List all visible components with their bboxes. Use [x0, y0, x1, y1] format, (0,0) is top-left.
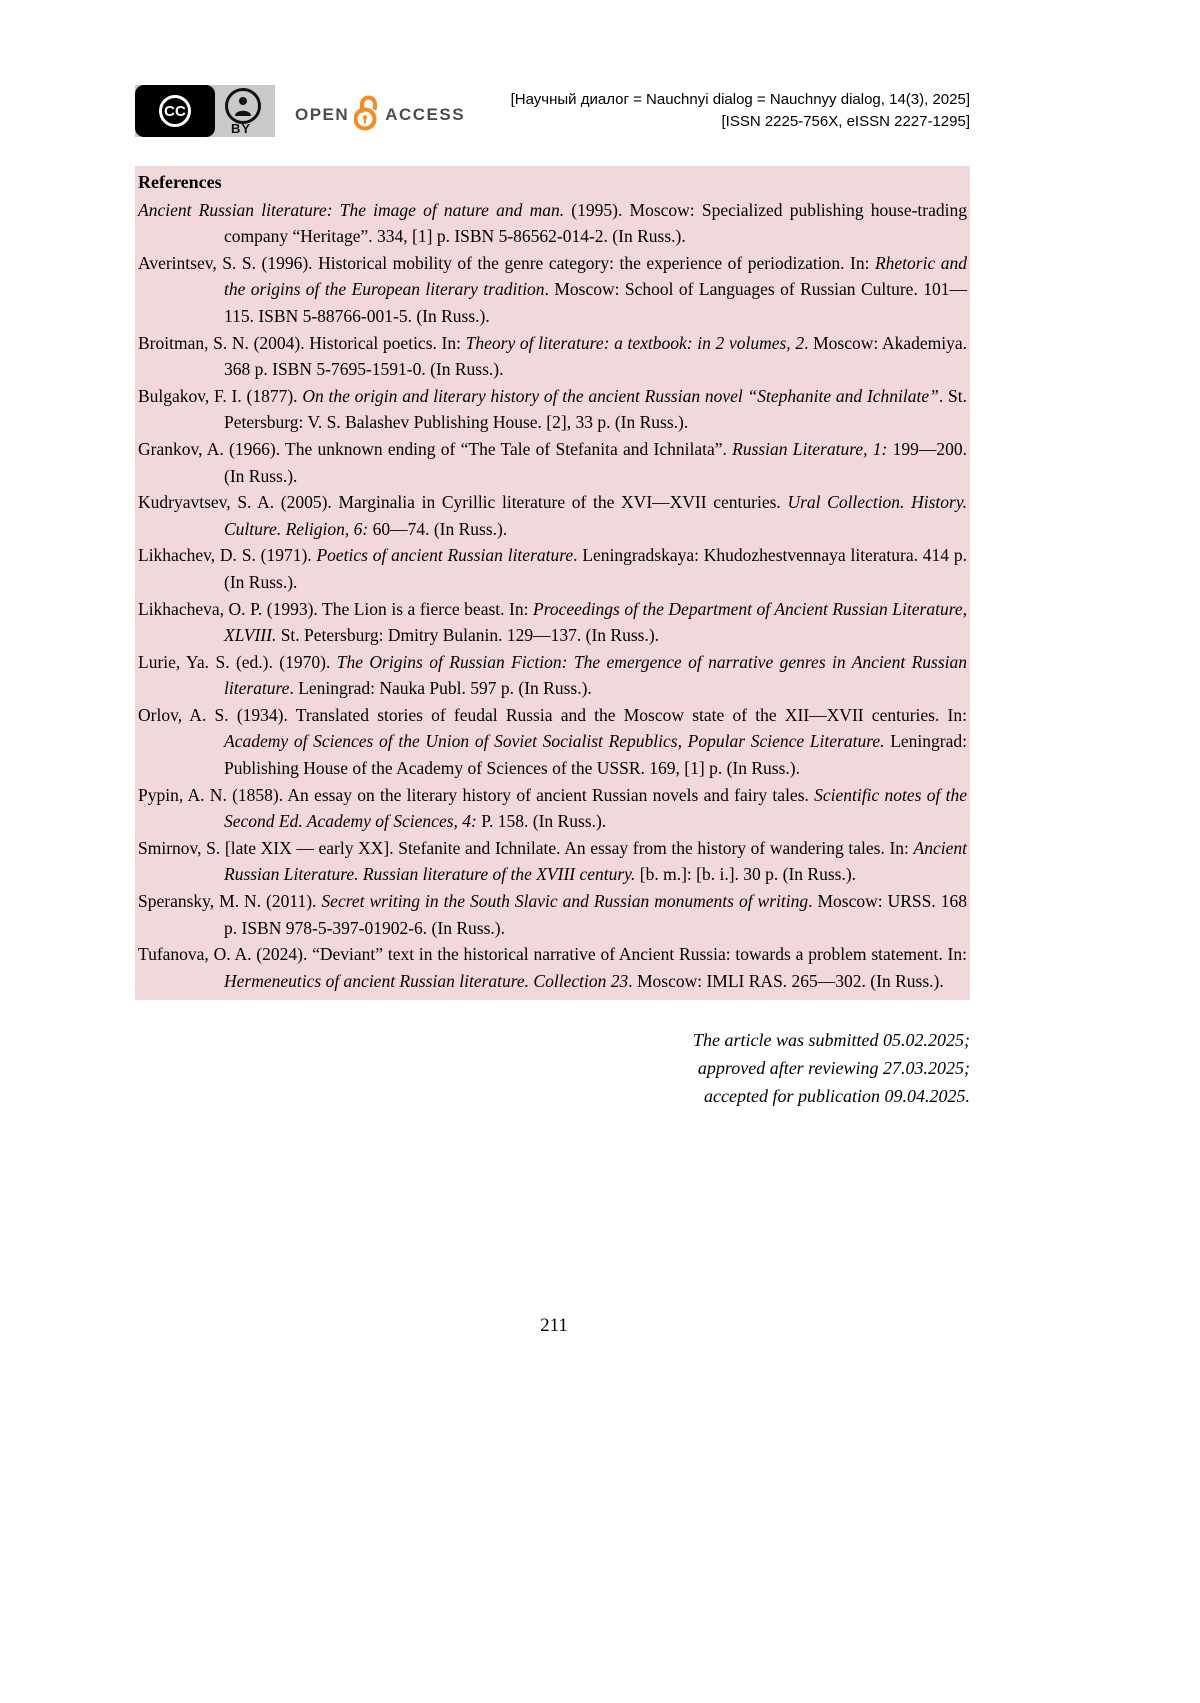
submission-note-line: The article was submitted 05.02.2025;: [693, 1030, 970, 1051]
header-logos: [135, 85, 465, 137]
reference-entry: Averintsev, S. S. (1996). Historical mobility of the genre category: the experience of periodization. In: Rhetoric and the origins of the European literary tradition. Moscow: School of Languages of Russian Culture. 101—115. ISBN 5-88766-001-5. (In Russ.).: [138, 252, 968, 326]
reference-entry: Ancient Russian literature: The image of nature and man. (1995). Moscow: Specialized publishing house-trading company “Heritage”. 334, [1] p. ISBN 5-86562-014-2. (In Russ.).: [138, 199, 967, 247]
references-block: [135, 166, 970, 1000]
reference-entry: Pypin, A. N. (1858). An essay on the literary history of ancient Russian novels and fairy tales. Scientific notes of the Second Ed. Academy of Sciences, 4: P. 158. (In Russ.).: [138, 784, 967, 832]
reference-entry: Likhacheva, O. P. (1993). The Lion is a fierce beast. In: Proceedings of the Department of Ancient Russian Literature, XLVIII. St. Petersburg: Dmitry Bulanin. 129—137. (In Russ.).: [138, 598, 968, 646]
reference-entry: Kudryavtsev, S. A. (2005). Marginalia in Cyrillic literature of the XVI—XVII centuries. Ural Collection. History. Culture. Religion, 6: 60—74. (In Russ.).: [138, 492, 967, 539]
page-number: 211: [540, 1315, 568, 1337]
reference-entry: Grankov, A. (1966). The unknown ending of “The Tale of Stefanita and Ichnilata”. Russian Literature, 1: 199—200. (In Russ.).: [138, 438, 967, 486]
reference-entry: Broitman, S. N. (2004). Historical poetics. In: Theory of literature: a textbook: in 2 volumes, 2. Moscow: Akademiya. 368 p. ISBN 5-7695-1591-0. (In Russ.).: [138, 332, 967, 380]
page-header: [0, 0, 1200, 137]
cc-by-license-badge: [135, 85, 275, 137]
submission-note-line: accepted for publication 09.04.2025.: [704, 1086, 970, 1107]
submission-note-line: approved after reviewing 27.03.2025;: [697, 1058, 970, 1079]
journal-title-line: [Научный диалог = Nauchnyi dialog = Nauchnyy dialog, 14(3), 2025]: [510, 91, 970, 108]
reference-entry: Bulgakov, F. I. (1877). On the origin and literary history of the ancient Russian novel “Stephanite and Ichnilate”. St. Petersburg: V. S. Balashev Publishing House. [2], 33 p. (In Russ.).: [138, 385, 967, 433]
reference-list: [138, 197, 967, 995]
reference-entry: Tufanova, O. A. (2024). “Deviant” text in the historical narrative of Ancient Russia: towards a problem statement. In: Hermeneutics of ancient Russian literature. Collection 23. Moscow: IMLI RAS. 265—302. (In Russ.).: [138, 944, 967, 991]
open-lock-icon: [354, 95, 380, 136]
references-heading: References: [138, 172, 222, 192]
reference-entry: Likhachev, D. S. (1971). Poetics of ancient Russian literature. Leningradskaya: Khudozhestvennaya literatura. 414 p. (In Russ.).: [138, 545, 967, 592]
reference-entry: Lurie, Ya. S. (ed.). (1970). The Origins of Russian Fiction: The emergence of narrative genres in Ancient Russian literature. Leningrad: Nauka Publ. 597 p. (In Russ.).: [138, 651, 968, 699]
cc-by-label: BY: [231, 121, 252, 136]
journal-info: [511, 85, 970, 133]
open-access-open-text: OPEN: [295, 105, 350, 124]
reference-entry: Orlov, A. S. (1934). Translated stories of feudal Russia and the Moscow state of the XII—XVII centuries. In: Academy of Sciences of the Union of Soviet Socialist Republics, Popular Science Literature. Leningrad: Publishing House of the Academy of Sciences of the USSR. 169, [1] p. (In Russ.).: [138, 704, 967, 779]
cc-icon: CC: [159, 95, 191, 127]
open-access-logo: [295, 87, 465, 136]
reference-entry: Speransky, M. N. (2011). Secret writing in the South Slavic and Russian monuments of writing. Moscow: URSS. 168 p. ISBN 978-5-397-01902-6. (In Russ.).: [138, 891, 967, 938]
reference-entry: Smirnov, S. [late XIX — early XX]. Stefanite and Ichnilate. An essay from the history of wandering tales. In: Ancient Russian Literature. Russian literature of the XVIII century. [b. m.]: [b. i.]. 30 p. (In Russ.).: [138, 837, 967, 885]
submission-note: [135, 1026, 970, 1110]
person-icon: [225, 88, 261, 124]
journal-issn-line: [ISSN 2225-756X, eISSN 2227-1295]: [721, 113, 970, 130]
cc-logo-plate: [135, 85, 215, 137]
open-access-access-text: ACCESS: [385, 105, 466, 124]
